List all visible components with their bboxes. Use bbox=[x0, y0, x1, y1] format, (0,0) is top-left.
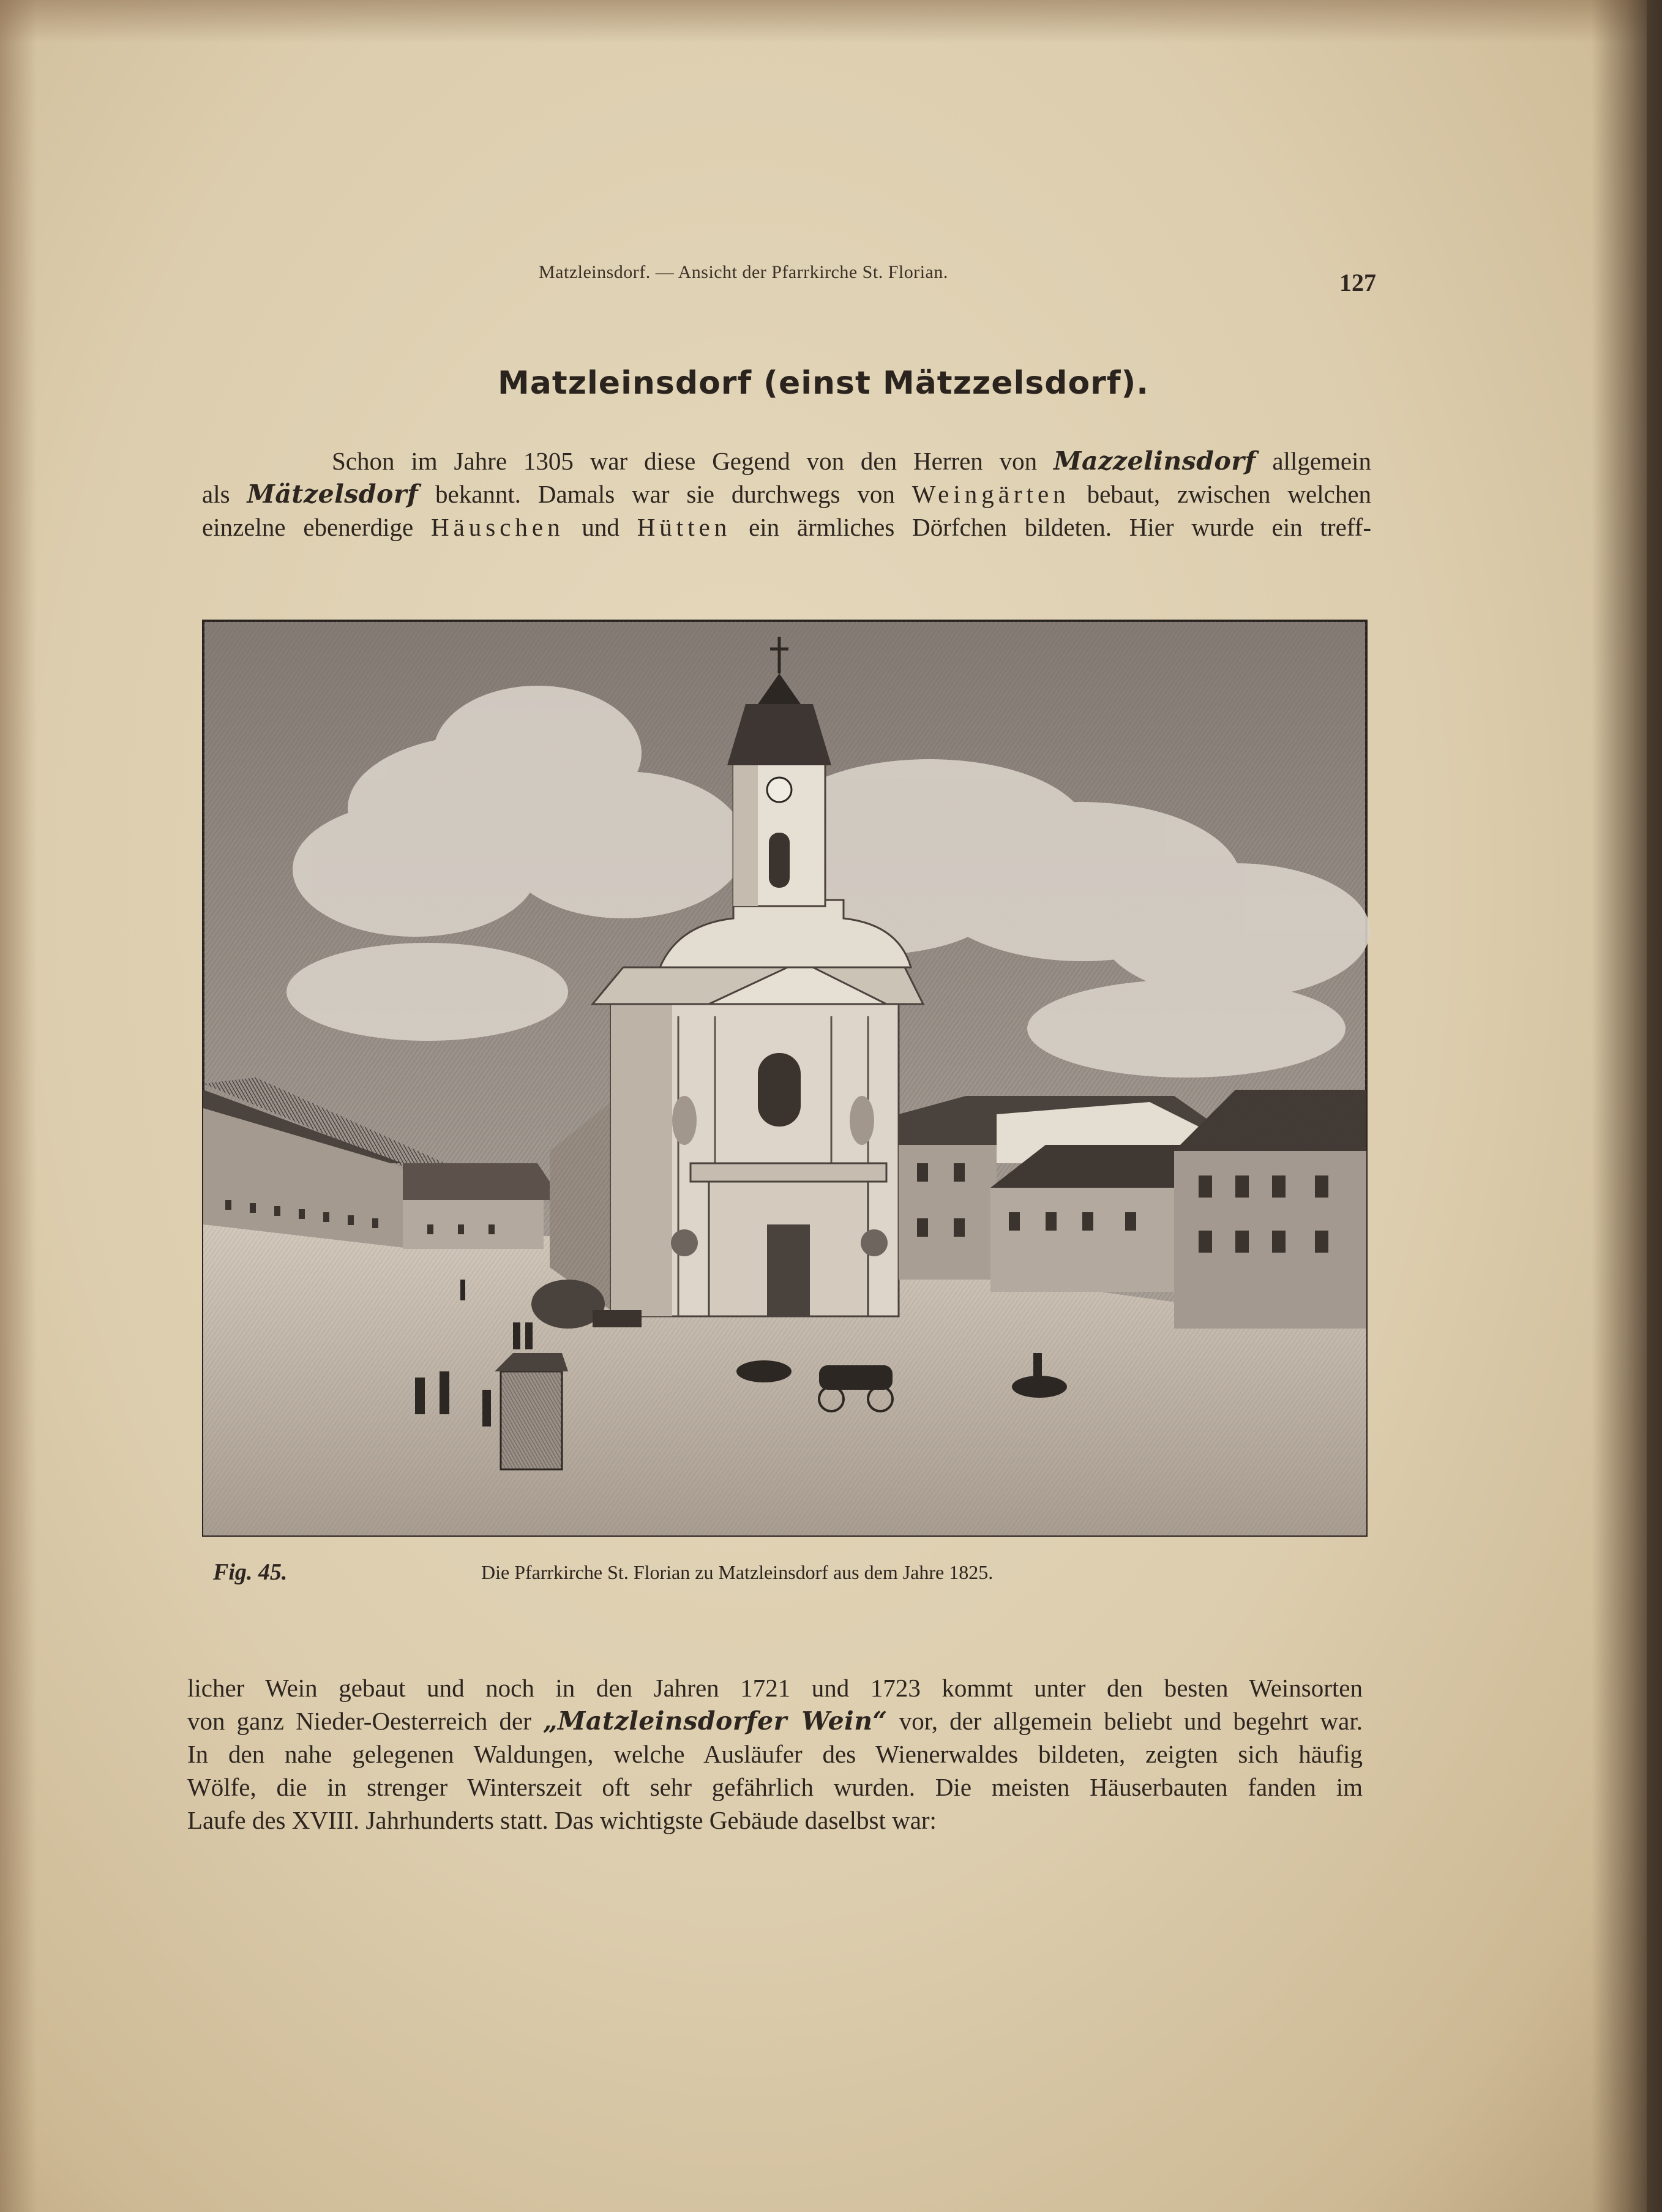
continuation-paragraph bbox=[187, 1671, 1363, 1837]
figure-caption: Die Pfarrkirche St. Florian zu Matzleinsdorf aus dem Jahre 1825. bbox=[481, 1561, 994, 1583]
text-line: In den nahe gelegenen Waldungen, welche Ausläufer des Wienerwaldes bildeten, zeigten sich häufig bbox=[187, 1740, 1363, 1768]
text-line: als Mätzelsdorf bekannt. Damals war sie durchwegs von Weingärten bebaut, zwischen welchen bbox=[202, 479, 1372, 509]
page-edge-top bbox=[0, 0, 1647, 43]
text-line: von ganz Nieder-Oesterreich der „Matzleinsdorfer Wein“ vor, der allgemein beliebt und begehrt war. bbox=[187, 1706, 1363, 1736]
page-edge-left bbox=[0, 0, 37, 2212]
figure-label: Fig. 45. bbox=[213, 1559, 288, 1585]
book-spine-shadow bbox=[1592, 0, 1662, 2212]
blackletter-name: Mazzelinsdorf bbox=[1054, 446, 1256, 476]
text-line: einzelne ebenerdige Häuschen und Hütten ein ärmliches Dörfchen bildeten. Hier wurde ein treff- bbox=[202, 513, 1371, 541]
church-illustration bbox=[195, 612, 1374, 1540]
text-line: licher Wein gebaut und noch in den Jahren 1721 und 1723 kommt unter den besten Weinsorten bbox=[187, 1674, 1363, 1702]
blackletter-name: „Matzleinsdorfer Wein“ bbox=[542, 1706, 888, 1736]
running-head: Matzleinsdorf. — Ansicht der Pfarrkirche St. Florian. bbox=[539, 262, 948, 282]
intro-paragraph bbox=[202, 444, 1371, 544]
page-number: 127 bbox=[1339, 269, 1376, 296]
text-line: Laufe des XVIII. Jahrhunderts statt. Das wichtigste Gebäude daselbst war: bbox=[187, 1806, 937, 1834]
text-line: Schon im Jahre 1305 war diese Gegend von den Herren von Mazzelinsdorf allgemein bbox=[332, 446, 1372, 476]
blackletter-name: Mätzelsdorf bbox=[247, 479, 419, 509]
page-title: Matzleinsdorf (einst Mätzzelsdorf). bbox=[498, 365, 1149, 402]
text-line: Wölfe, die in strenger Winterszeit oft sehr gefährlich wurden. Die meisten Häuserbauten fanden im bbox=[187, 1773, 1363, 1801]
